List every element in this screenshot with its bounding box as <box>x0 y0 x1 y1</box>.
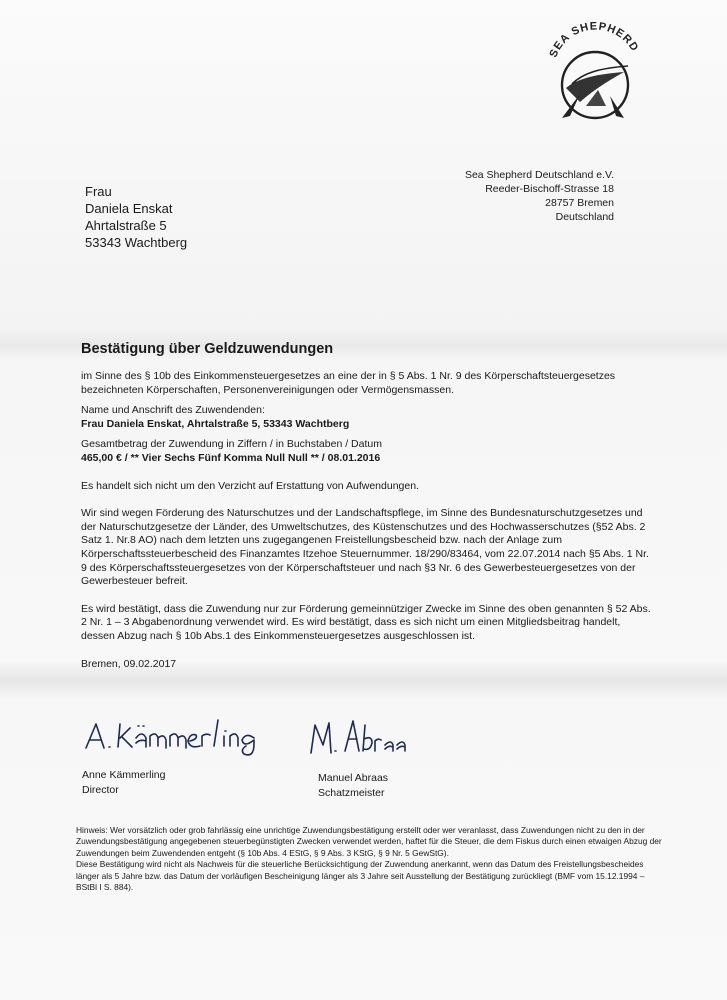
sea-shepherd-logo <box>540 22 650 122</box>
sender-street: Reeder-Bischoff-Strasse 18 <box>485 183 614 195</box>
sender-address <box>465 168 614 224</box>
signer-abraas <box>318 771 388 801</box>
notice-validity: Diese Bestätigung wird nicht als Nachweis für die steuerliche Berücksichtigung der Zuwendung anerkannt, wenn das Datum des Freistellungsbescheides länger als 5 Jahre bzw. das Datum der vorläufigen Bescheinigung länger als 3 Jahre seit Ausstellung der Bestätigung zurückliegt (BMF vom 15.12.1994 – BStBl I S. 884). <box>76 859 645 893</box>
recipient-salutation: Frau <box>85 184 112 199</box>
signer-role: Director <box>82 784 119 796</box>
signature-abraas <box>305 715 415 760</box>
document-title: Bestätigung über Geldzuwendungen <box>81 341 334 357</box>
recipient-address <box>85 183 187 251</box>
legal-notice <box>76 825 666 893</box>
signer-name: Anne Kämmerling <box>82 769 166 781</box>
recipient-street: Ahrtalstraße 5 <box>85 218 167 233</box>
purpose-paragraph: Wir sind wegen Förderung des Naturschutzes und der Landschaftspflege, im Sinne des Bundesnaturschutzgesetzes und der Naturschutzgesetze der Länder, des Umweltschutzes, des Küstenschutzes und des Hochwasserschutzes (§52 Abs. 2 Satz 1. Nr.8 AO) nach dem letzten uns zugegangenen Freistellungsbescheid bzw. nach der Anlage zum Körperschaftssteuerbescheid des Finanzamtes Itzehoe Steuernummer. 18/290/83464, vom 22.07.2014 nach §5 Abs. 1 Nr. 9 des Körperschaftssteuergesetzes von der Körperschaftsteuer und nach §3 Nr. 6 des Gewerbesteuergesetzes von der Gewerbesteuer befreit. <box>81 507 649 588</box>
confirmation-paragraph: Es wird bestätigt, dass die Zuwendung nur zur Förderung gemeinnütziger Zwecke im Sinne des oben genannten § 52 Abs. 2 Nr. 1 – 3 Abgabenordnung verwendet wird. Es wird bestätigt, dass es sich nicht um einen Mitgliedsbeitrag handelt, dessen Abzug nach § 10b Abs.1 des Einkommensteuergesetzes ausgeschlossen ist. <box>81 602 651 642</box>
sender-country: Deutschland <box>555 211 614 223</box>
intro-paragraph: im Sinne des § 10b des Einkommensteuergesetzes an eine der in § 5 Abs. 1 Nr. 9 des Körperschaftsteuergesetzes bezeichneten Körperschaften, Personenvereinigungen oder Vermögensmassen. <box>81 370 616 396</box>
signer-role: Schatzmeister <box>318 787 385 799</box>
signer-kaemmerling <box>82 768 165 798</box>
donor-label: Name und Anschrift des Zuwendenden: <box>81 404 265 417</box>
recipient-city: 53343 Wachtberg <box>85 235 188 250</box>
sender-name: Sea Shepherd Deutschland e.V. <box>464 169 614 181</box>
no-waiver-statement: Es handelt sich nicht um den Verzicht auf Erstattung von Aufwendungen. <box>81 479 419 492</box>
signer-name: Manuel Abraas <box>318 772 389 784</box>
logo-text: SEA SHEPHERD <box>547 22 641 60</box>
amount-label: Gesamtbetrag der Zuwendung in Ziffern / in Buchstaben / Datum <box>81 438 382 451</box>
sender-city: 28757 Bremen <box>545 197 614 209</box>
document-body <box>81 370 656 671</box>
donor-value: Frau Daniela Enskat, Ahrtalstraße 5, 53343 Wachtberg <box>81 417 350 430</box>
signature-kaemmerling <box>82 710 272 760</box>
place-date: Bremen, 09.02.2017 <box>81 657 177 670</box>
notice-liability: Hinweis: Wer vorsätzlich oder grob fahrlässig eine unrichtige Zuwendungsbestätigung erstellt oder wer veranlasst, dass Zuwendungen nicht zu den in der Zuwendungsbestätigung angegebenen steuerbegünstigten Zwecken verwendet werden, haftet für die Steuer, die dem Fiskus durch einen etwaigen Abzug der Zuwendungen beim Zuwendenden entgeht (§ 10b Abs. 4 EStG, § 9 Abs. 3 KStG, § 9 Nr. 5 GewStG). <box>76 825 662 858</box>
amount-value: 465,00 € / ** Vier Sechs Fünf Komma Null Null ** / 08.01.2016 <box>81 451 381 464</box>
recipient-name: Daniela Enskat <box>85 201 173 216</box>
